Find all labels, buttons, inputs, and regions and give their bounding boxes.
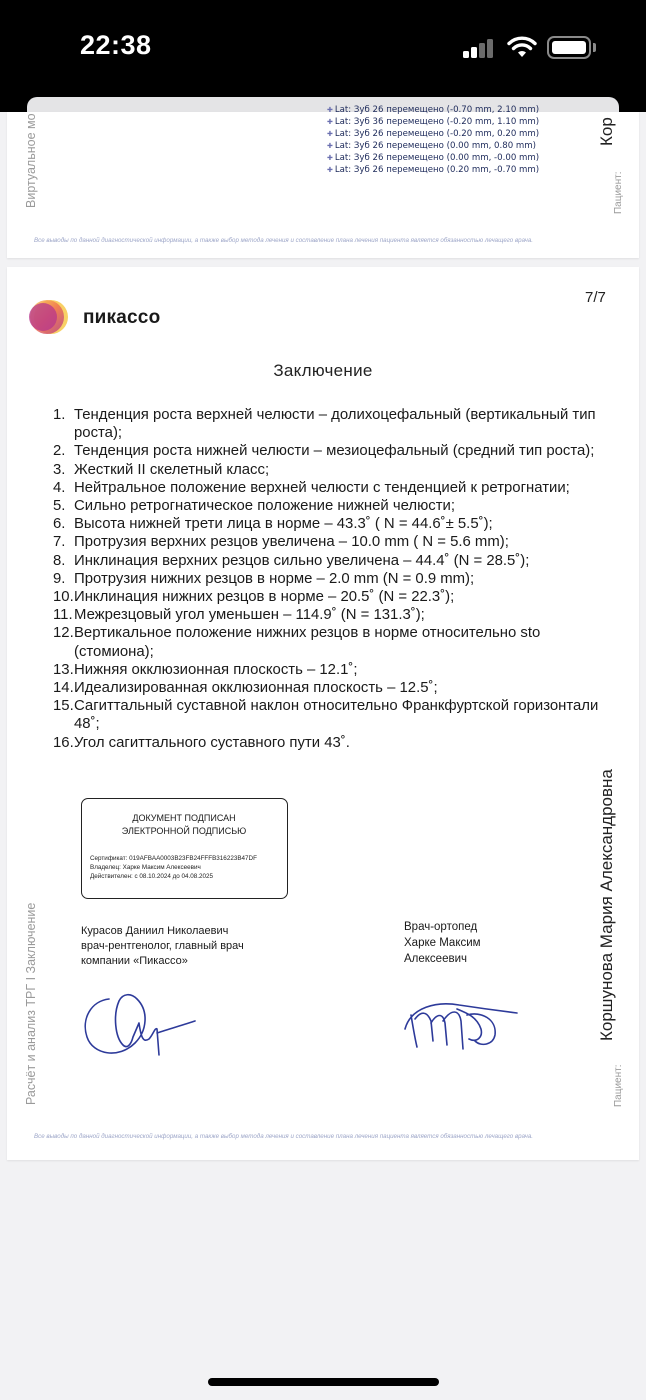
conclusion-list — [53, 406, 613, 752]
signature-left — [79, 985, 199, 1063]
list-item: 9. Протрузия нижних резцов в норме – 2.0 mm (N = 0.9 mm); — [53, 570, 475, 587]
page-number: 7/7 — [585, 289, 606, 306]
prev-patient-name: Кор — [597, 117, 616, 146]
prev-patient-label: Пациент: — [613, 171, 624, 214]
log-line: ✚ Lat: Зуб 26 перемещено (-0.20 mm, 0.20 mm) — [327, 128, 539, 140]
disclaimer-footer: Все выводы по данной диагностической информации, а также выбор метода лечения и составление плана лечения пациента является обязанностью лечащего врача. — [34, 1133, 534, 1140]
signer-right-name: Харке Максим — [404, 937, 481, 949]
stamp-title-line2: ЭЛЕКТРОННОЙ ПОДПИСЬЮ — [121, 825, 247, 836]
list-item: 16. Угол сагиттального суставного пути 43˚. — [53, 734, 350, 751]
list-item: 11. Межрезцовый угол уменьшен – 114.9˚ (N = 131.3˚); — [53, 607, 425, 624]
battery-icon — [547, 36, 591, 59]
home-indicator[interactable] — [208, 1378, 439, 1386]
signature-right — [405, 1004, 517, 1049]
log-line: ✚ Lat: Зуб 36 перемещено (-0.20 mm, 1.10 mm) — [327, 116, 539, 128]
stamp-certificate: Сертификат: 019AFBAA0003B23FB24FFFB316223B47DF — [90, 855, 257, 862]
previous-page[interactable] — [7, 105, 639, 258]
wifi-icon — [506, 35, 538, 59]
signer-right-patronymic: Алексеевич — [404, 953, 468, 965]
list-item: 10. Инклинация нижних резцов в норме – 20.5˚ (N = 22.3˚); — [53, 589, 455, 606]
list-item: 2. Тенденция роста нижней челюсти – мезиоцефальный (средний тип роста); — [53, 443, 595, 460]
list-item: 7. Протрузия верхних резцов увеличена – 10.0 mm ( N = 5.6 mm); — [53, 534, 509, 551]
list-item: 13. Нижняя окклюзионная плоскость – 12.1˚; — [53, 661, 358, 678]
log-line: ✚ Lat: Зуб 26 перемещено (0.00 mm, 0.80 mm) — [327, 140, 539, 152]
signer-left-company: компании «Пикассо» — [81, 955, 188, 967]
list-item: 15. Сагиттальный суставной наклон относительно Франкфуртской горизонтали 48˚; — [53, 698, 599, 733]
disclaimer-footer: Все выводы по данной диагностической информации, а также выбор метода лечения и составление плана лечения пациента является обязанностью лечащего врача. — [34, 237, 534, 244]
patient-name: Коршунова Мария Александровна — [597, 769, 616, 1041]
signer-left-name: Курасов Даниил Николаевич — [81, 925, 229, 937]
list-item: 3. Жесткий II скелетный класс; — [53, 461, 270, 478]
side-section-label: Расчёт и анализ ТРГ I Заключение — [24, 902, 38, 1105]
log-line: ✚ Lat: Зуб 26 перемещено (0.20 mm, -0.70 mm) — [327, 164, 539, 176]
status-bar — [0, 0, 646, 112]
log-line: ✚ Lat: Зуб 26 перемещено (0.00 mm, -0.00 mm) — [327, 152, 539, 164]
list-item: 1. Тенденция роста верхней челюсти – долихоцефальный (вертикальный тип роста); — [53, 407, 596, 442]
list-item: 14. Идеализированная окклюзионная плоскость – 12.5˚; — [53, 680, 438, 697]
list-item: 5. Сильно ретрогнатическое положение нижней челюсти; — [53, 498, 455, 515]
list-item: 12. Вертикальное положение нижних резцов в норме относительно sto (стомиона); — [53, 625, 541, 660]
log-line: ✚ Lat: Зуб 26 перемещено (-0.70 mm, 2.10 mm) — [327, 104, 539, 116]
list-item: 6. Высота нижней трети лица в норме – 43.3˚ ( N = 44.6˚± 5.5˚); — [53, 516, 493, 533]
e-signature-stamp — [81, 798, 288, 899]
signer-right-position: Врач-ортопед — [404, 921, 478, 933]
signer-right — [404, 919, 481, 967]
battery-tip — [593, 43, 596, 52]
document-page[interactable] — [7, 267, 639, 1160]
cellular-signal-icon — [463, 38, 495, 58]
stamp-title-line1: ДОКУМЕНТ ПОДПИСАН — [132, 813, 236, 823]
picasso-logo-icon — [29, 297, 69, 337]
signer-left — [81, 924, 244, 969]
list-item: 8. Инклинация верхних резцов сильно увеличена – 44.4˚ (N = 28.5˚); — [53, 552, 530, 569]
brand-name: пикассо — [83, 307, 161, 328]
patient-label: Пациент: — [613, 1064, 624, 1107]
list-item: 4. Нейтральное положение верхней челюсти с тенденцией к ретрогнатии; — [53, 479, 570, 496]
signer-left-position: врач-рентгенолог, главный врач — [81, 940, 244, 952]
status-time: 22:38 — [80, 30, 152, 60]
page-title: Заключение — [273, 361, 373, 380]
prev-side-section-label: Виртуальное мо — [24, 113, 38, 208]
stamp-owner: Владелец: Харке Максим Алексеевич — [90, 864, 201, 871]
stamp-valid: Действителен: с 08.10.2024 до 04.08.2025 — [90, 873, 214, 880]
movement-log — [327, 105, 540, 176]
